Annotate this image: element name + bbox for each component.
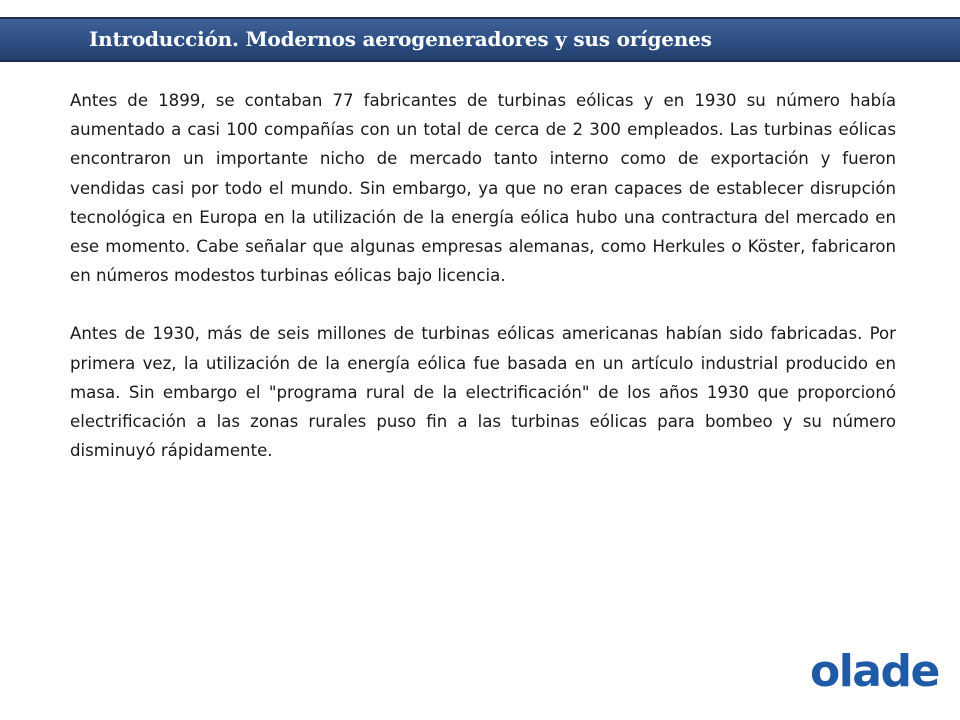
slide-title: Introducción. Modernos aerogeneradores y sus orígenes xyxy=(89,27,712,51)
slide-body xyxy=(70,86,896,494)
paragraph-1: Antes de 1899, se contaban 77 fabricantes de turbinas eólicas y en 1930 su número había aumentado a casi 100 compañías con un total de cerca de 2 300 empleados. Las turbinas eólicas encontraron un importante nicho de mercado tanto interno como de exportación y fueron vendidas casi por todo el mundo. Sin embargo, ya que no eran capaces de establecer disrupción tecnológica en Europa en la utilización de la energía eólica hubo una contractura del mercado en ese momento. Cabe señalar que algunas empresas alemanas, como Herkules o Köster, fabricaron en números modestos turbinas eólicas bajo licencia. xyxy=(70,91,896,286)
olade-logo: olade xyxy=(810,646,939,697)
title-bar xyxy=(0,17,960,62)
paragraph-2: Antes de 1930, más de seis millones de turbinas eólicas americanas habían sido fabricadas. Por primera vez, la utilización de la energía eólica fue basada en un artículo industrial producido en masa. Sin embargo el "programa rural de la electrificación" de los años 1930 que proporcionó electrificación a las zonas rurales puso fin a las turbinas eólicas para bombeo y su número disminuyó rápidamente. xyxy=(70,324,896,461)
